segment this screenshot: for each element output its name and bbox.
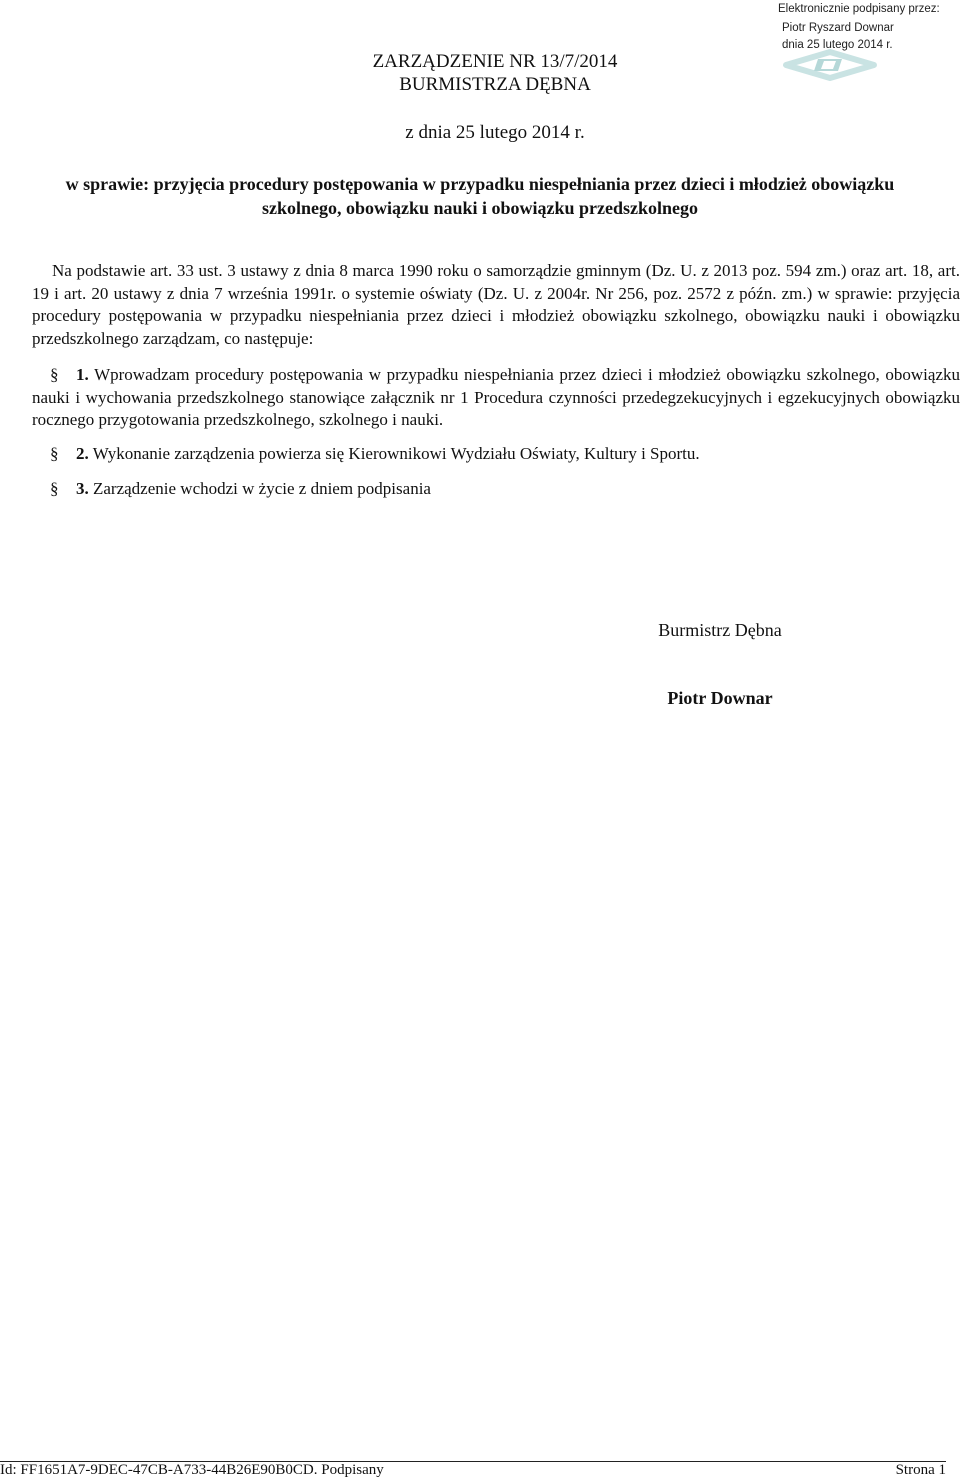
stamp-signer-name: Piotr Ryszard Downar <box>782 22 894 34</box>
section-number: 3. <box>76 479 89 498</box>
section-text: Zarządzenie wchodzi w życie z dniem podpisania <box>93 479 431 498</box>
section-number: 1. <box>76 365 89 384</box>
section-sign: § <box>50 365 59 384</box>
stamp-signed-by-label: Elektronicznie podpisany przez: <box>778 3 940 15</box>
section-1 <box>32 364 960 432</box>
section-sign: § <box>50 479 59 498</box>
footer-page-number: Strona 1 <box>895 1462 946 1478</box>
section-text: Wprowadzam procedury postępowania w przypadku niespełniania przez dzieci i młodzież obowiązku szkolnego, obowiązku nauki i wychowania przedszkolnego stanowiące załącznik nr 1 Procedura czynności przedegzekucyjnych i egzekucyjnych obowiązku rocznego przygotowania przedszkolnego, szkolnego i nauki. <box>32 365 960 429</box>
footer-document-id: Id: FF1651A7-9DEC-47CB-A733-44B26E90B0CD. Podpisany <box>0 1462 384 1478</box>
document-title: ZARZĄDZENIE NR 13/7/2014 <box>372 51 618 72</box>
section-sign: § <box>50 444 59 463</box>
document-issuer: BURMISTRZA DĘBNA <box>399 74 591 95</box>
section-text: Wykonanie zarządzenia powierza się Kierownikowi Wydziału Oświaty, Kultury i Sportu. <box>92 444 700 463</box>
stamp-date: dnia 25 lutego 2014 r. <box>782 39 893 51</box>
legal-basis-paragraph: Na podstawie art. 33 ust. 3 ustawy z dnia 8 marca 1990 roku o samorządzie gminnym (Dz. U. z 2013 poz. 594 zm.) oraz art. 18, art. 19 i art. 20 ustawy z dnia 7 września 1991r. o systemie oświaty (Dz. U. z 2004r. Nr 256, poz. 2572 z późn. zm.) w sprawie: przyjęcia procedury postępowania w przypadku niespełniania przez dzieci i młodzież obowiązku szkolnego, obowiązku nauki i obowiązku przedszkolnego zarządzam, co następuje: <box>32 261 960 348</box>
section-3 <box>32 478 960 501</box>
section-2 <box>32 443 960 466</box>
signatory-role: Burmistrz Dębna <box>658 620 782 640</box>
signatory-name: Piotr Downar <box>667 688 773 708</box>
document-date: z dnia 25 lutego 2014 r. <box>405 122 585 143</box>
document-subject: w sprawie: przyjęcia procedury postępowania w przypadku niespełniania przez dzieci i młodzież obowiązku szkolnego, obowiązku nauki i obowiązku przedszkolnego <box>65 174 895 218</box>
section-number: 2. <box>76 444 89 463</box>
